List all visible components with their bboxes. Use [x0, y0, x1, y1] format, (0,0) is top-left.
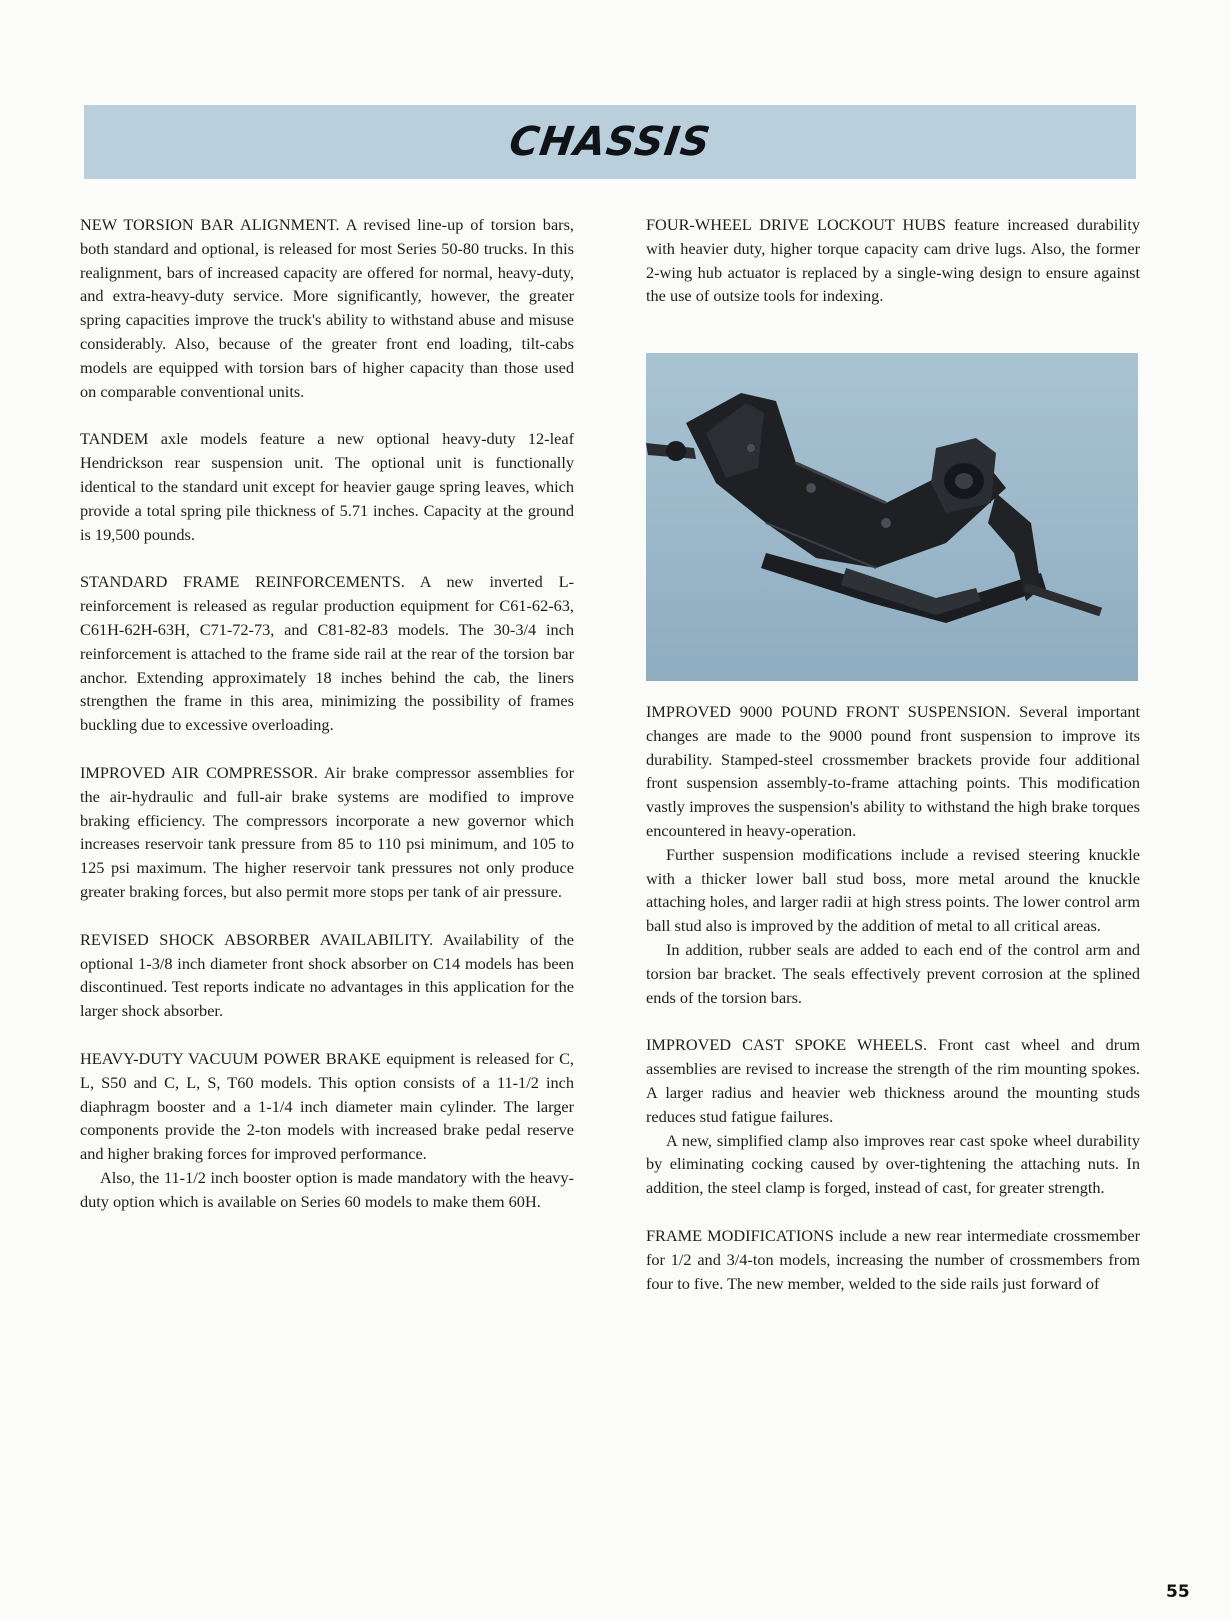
page-number: 55	[1166, 1582, 1190, 1602]
paragraph-frame-modifications: FRAME MODIFICATIONS include a new rear intermediate crossmember for 1/2 and 3/4-ton models, increasing the number of crossmembers from four to five. The new member, welded to the side rails just forward of	[646, 1225, 1140, 1293]
paragraph-shock-absorber: REVISED SHOCK ABSORBER AVAILABILITY. Availability of the optional 1-3/8 inch diameter front shock absorber on C14 models has been discontinued. Test reports indicate no advantages in this application for the larger shock absorber.	[80, 929, 574, 1021]
paragraph-air-compressor: IMPROVED AIR COMPRESSOR. Air brake compressor assemblies for the air-hydraulic and full-air brake systems are modified to improve braking efficiency. The compressors incorporate a new governor which increases reservoir tank pressure from 85 to 110 psi minimum, and 105 to 125 psi maximum. The higher reservoir tank pressures not only produce greater braking forces, but also permit more stops per tank of air pressure.	[80, 762, 574, 901]
section-title: CHASSIS	[506, 119, 714, 165]
paragraph-booster-option: Also, the 11-1/2 inch booster option is made mandatory with the heavy-duty option which is available on Series 60 models to make them 60H.	[80, 1167, 574, 1211]
paragraph-front-suspension: IMPROVED 9000 POUND FRONT SUSPENSION. Several important changes are made to the 9000 pound front suspension to improve its durability. Stamped-steel crossmember brackets provide four additional front suspension assembly-to-frame attaching points. This modification vastly improves the suspension's ability to withstand the high brake torques encountered in heavy-operation.	[646, 702, 1140, 840]
paragraph-suspension-modifications: Further suspension modifications include a revised steering knuckle with a thicker lower ball stud boss, more metal around the knuckle attaching holes, and larger radii at high stress points. The lower control arm ball stud also is improved by the addition of metal to all critical areas.	[646, 844, 1140, 936]
paragraph-lockout-hubs: FOUR-WHEEL DRIVE LOCKOUT HUBS feature increased durability with heavier duty, higher torque capacity cam drive lugs. Also, the former 2-wing hub actuator is replaced by a single-wing design to ensure against the use of outsize tools for indexing.	[646, 215, 1140, 306]
section-banner	[84, 105, 1136, 179]
paragraph-rubber-seals: In addition, rubber seals are added to each end of the control arm and torsion bar bracket. The seals effectively prevent corrosion at the splined ends of the torsion bars.	[646, 939, 1140, 1007]
right-column-bottom	[646, 700, 1140, 1319]
right-column-top	[646, 213, 1140, 332]
front-suspension-photo	[646, 353, 1138, 681]
front-suspension-assembly-icon	[646, 353, 1138, 681]
paragraph-cast-spoke-wheels: IMPROVED CAST SPOKE WHEELS. Front cast wheel and drum assemblies are revised to increase the strength of the rim mounting spokes. A larger radius and heavier web thickness around the mounting studs reduces stud fatigue failures.	[646, 1035, 1140, 1126]
paragraph-frame-reinforcements: STANDARD FRAME REINFORCEMENTS. A new inverted L-reinforcement is released as regular production equipment for C61-62-63, C61H-62H-63H, C71-72-73, and C81-82-83 models. The 30-3/4 inch reinforcement is attached to the frame side rail at the rear of the torsion bar anchor. Extending approximately 18 inches behind the cab, the liners strengthen the frame in this area, minimizing the possibility of frames buckling due to excessive overloading.	[80, 572, 574, 735]
paragraph-torsion-bar-alignment: NEW TORSION BAR ALIGNMENT. A revised line-up of torsion bars, both standard and optional, is released for most Series 50-80 trucks. In this realignment, bars of increased capacity are offered for normal, heavy-duty, and extra-heavy-duty service. More significantly, however, the greater spring capacities improve the truck's ability to withstand abuse and misuse considerably. Also, because of the greater front end loading, tilt-cabs models are equipped with torsion bars of higher capacity than those used on comparable conventional units.	[80, 215, 574, 401]
paragraph-vacuum-power-brake: HEAVY-DUTY VACUUM POWER BRAKE equipment is released for C, L, S50 and C, L, S, T60 models. This option consists of a 11-1/2 inch diaphragm booster and a 1-1/4 inch diameter main cylinder. The larger components provide the 2-ton models with increased brake pedal reserve and higher braking forces for improved performance.	[80, 1048, 574, 1164]
paragraph-simplified-clamp: A new, simplified clamp also improves rear cast spoke wheel durability by eliminating cocking caused by over-tightening the attaching nuts. In addition, the steel clamp is forged, instead of cast, for greater strength.	[646, 1130, 1140, 1198]
left-column	[80, 213, 574, 1237]
paragraph-tandem-axle: TANDEM axle models feature a new optional heavy-duty 12-leaf Hendrickson rear suspension unit. The optional unit is functionally identical to the standard unit except for heavier gauge spring leaves, which provide a total spring pile thickness of 5.71 inches. Capacity at the ground is 19,500 pounds.	[80, 429, 574, 544]
